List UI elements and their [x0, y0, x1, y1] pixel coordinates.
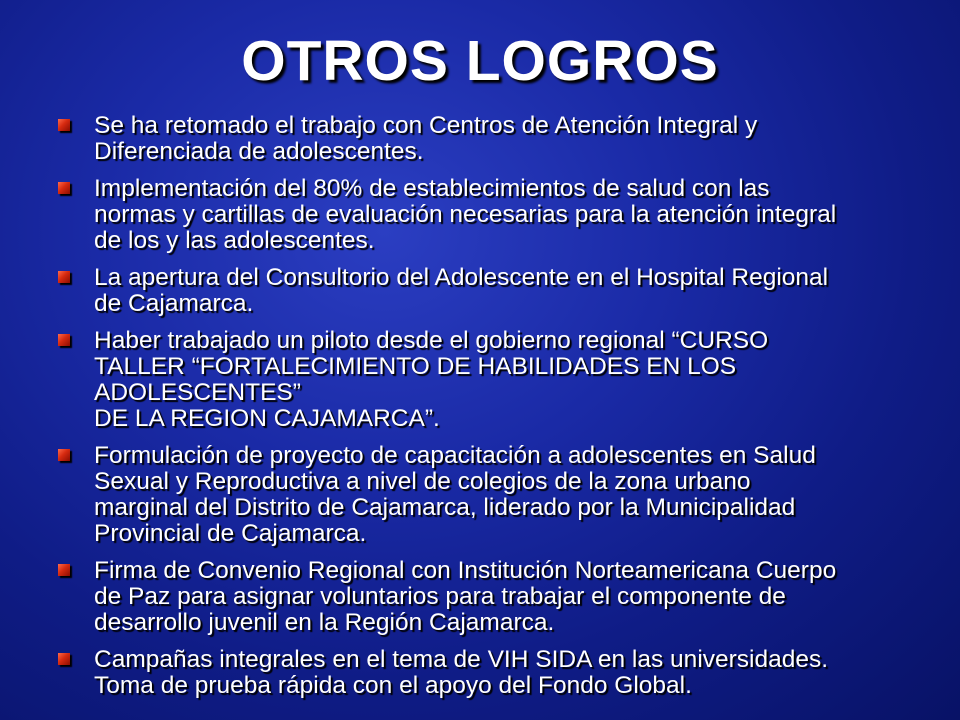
list-item	[56, 558, 926, 636]
bullet-text: La apertura del Consultorio del Adolescente en el Hospital Regional de Cajamarca.	[94, 264, 829, 317]
red-square-bullet-icon	[58, 564, 70, 576]
bullet-text: Haber trabajado un piloto desde el gobierno regional “CURSO TALLER “FORTALECIMIENTO DE HABILIDADES EN LOS ADOLESCENTES” DE LA REGION CAJAMARCA”.	[94, 327, 769, 432]
red-square-bullet-icon	[58, 334, 70, 346]
list-item	[56, 647, 926, 699]
list-item	[56, 176, 926, 254]
red-square-bullet-icon	[58, 653, 70, 665]
bullet-text: Firma de Convenio Regional con Institución Norteamericana Cuerpo de Paz para asignar voluntarios para trabajar el componente de desarrollo juvenil en la Región Cajamarca.	[94, 557, 837, 636]
bullet-text: Se ha retomado el trabajo con Centros de Atención Integral y Diferenciada de adolescentes.	[94, 112, 758, 165]
slide-title: OTROS LOGROS	[241, 29, 719, 93]
list-item	[56, 328, 926, 432]
red-square-bullet-icon	[58, 119, 70, 131]
red-square-bullet-icon	[58, 271, 70, 283]
bullet-text: Campañas integrales en el tema de VIH SIDA en las universidades. Toma de prueba rápida con el apoyo del Fondo Global.	[94, 646, 829, 699]
list-item	[56, 265, 926, 317]
list-item	[56, 443, 926, 547]
list-item	[56, 113, 926, 165]
red-square-bullet-icon	[58, 182, 70, 194]
bullet-text: Formulación de proyecto de capacitación a adolescentes en Salud Sexual y Reproductiva a nivel de colegios de la zona urbano marginal del Distrito de Cajamarca, liderado por la Municipalidad Provincial de Cajamarca.	[94, 442, 816, 547]
bullet-text: Implementación del 80% de establecimientos de salud con las normas y cartillas de evaluación necesarias para la atención integral de los y las adolescentes.	[94, 175, 837, 254]
red-square-bullet-icon	[58, 449, 70, 461]
bullet-list	[56, 113, 926, 710]
